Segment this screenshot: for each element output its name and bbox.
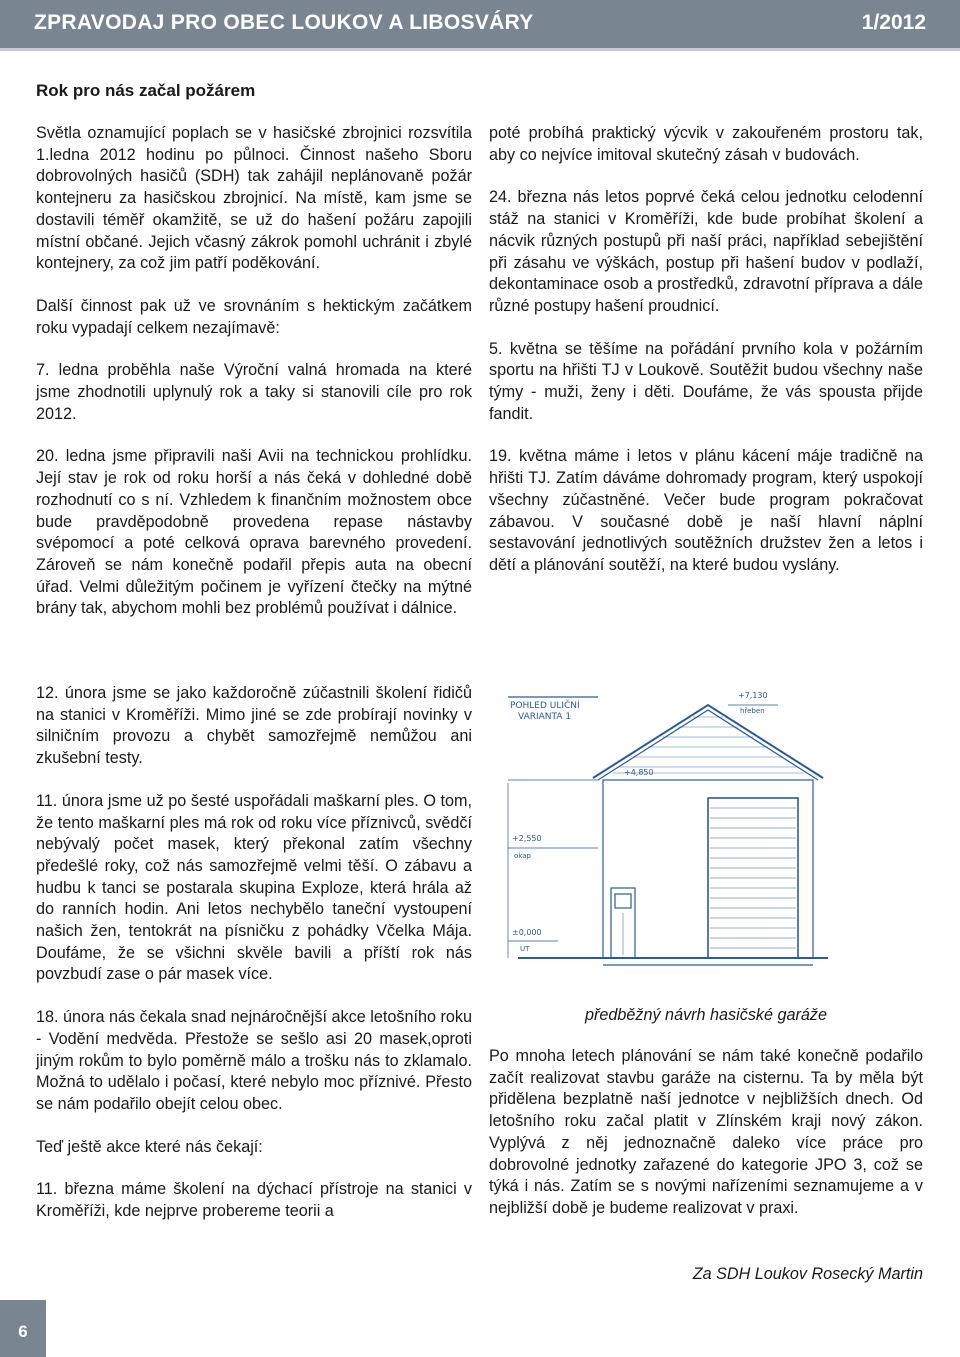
garage-drawing bbox=[498, 683, 923, 1001]
paragraph: 5. května se těšíme na pořádání prvního kola v požárním sportu na hřišti TJ v Loukově. Soutěžit budou všechny naše týmy - muži, ženy i děti. Doufáme, že vás spousta přijde fandit. bbox=[489, 339, 923, 423]
paragraph: 7. ledna proběhla naše Výroční valná hromada na které jsme zhodnotili uplynulý rok a taky si stanovili cíle pro rok 2012. bbox=[36, 361, 472, 423]
paragraph: 12. února jsme se jako každoročně zúčastnili školení řidičů na stanici v Kroměříži. Mimo jiné se zde probírají novinky v silničním provozu a chybět samozřejmě nemůžou ani zkušební testy. bbox=[36, 684, 472, 768]
paragraph: Světla oznamující poplach se v hasičské zbrojnici rozsvítila 1.ledna 2012 hodinu po půlnoci. Činnost našeho Sboru dobrovolných hasičů (SDH) tak zahájil neplánovaně požár kontejneru za hasičskou zbrojnicí. Na místě, kam jsme se dostavili téměř okamžitě, se už do hašení požáru zapojili místní občané. Jejich včasný zákrok pomohl uchránit i zbylé kontejnery, za což jim patří poděkování. bbox=[36, 124, 472, 273]
garage-elevation-svg bbox=[498, 683, 923, 1001]
drawing-label-1: POHLED ULIČNÍ bbox=[510, 701, 580, 711]
dim-zero: ±0,000 bbox=[512, 928, 542, 937]
paragraph: Teď ještě akce které nás čekají: bbox=[36, 1137, 263, 1156]
right-column-lower bbox=[489, 1046, 923, 1220]
right-column bbox=[489, 123, 923, 577]
article-signature: Za SDH Loukov Rosecký Martin bbox=[692, 1265, 923, 1283]
left-column-lower bbox=[36, 683, 472, 1223]
dim-okap: +2,550 bbox=[512, 834, 542, 843]
dim-zero-label: UT bbox=[520, 945, 530, 953]
left-column bbox=[36, 123, 472, 620]
paragraph: 11. února jsme už po šesté uspořádali maškarní ples. O tom, že tento maškarní ples má rok od roku více příznivců, svědčí nebývalý počet masek, který překonal zatím všechny předešlé roky, což nás samozřejmě velmi těší. O zábavu a hudbu k tanci se postarala skupina Exploze, která hrála až do ranních hodin. Ani letos nechybělo taneční vystoupení našich žen, tentokrát na písničku z pohádky Včelka Mája. Doufáme, že se všichni skvěle bavili a příští rok nás povzbudí zase o pár masek více. bbox=[36, 791, 472, 984]
dim-ridge: +7,130 bbox=[738, 691, 768, 700]
dim-eave: +4,850 bbox=[624, 768, 654, 777]
paragraph: 11. března máme školení na dýchací přístroje na stanici v Kroměříži, kde nejprve probereme teorii a bbox=[36, 1180, 472, 1221]
paragraph: 18. února nás čekala snad nejnáročnější akce letošního roku - Vodění medvěda. Přestože se sešlo asi 20 masek,oproti jiným rokům to bylo poměrně málo a trošku nás to zklamalo. Možná to udělalo i počasí, které nebylo moc příznivé. Přesto se nám podařilo obejít celou obec. bbox=[36, 1008, 472, 1113]
article-title: Rok pro nás začal požárem bbox=[36, 81, 256, 100]
page-header bbox=[0, 0, 960, 51]
issue-number: 1/2012 bbox=[861, 11, 926, 34]
figure-caption: předběžný návrh hasičské garáže bbox=[584, 1006, 828, 1024]
newsletter-title: ZPRAVODAJ PRO OBEC LOUKOV A LIBOSVÁRY bbox=[34, 11, 534, 34]
paragraph: poté probíhá praktický výcvik v zakouřeném prostoru tak, aby co nejvíce imitoval skutečný zásah v budovách. bbox=[489, 124, 923, 164]
paragraph: 20. ledna jsme připravili naši Avii na technickou prohlídku. Její stav je rok od roku horší a nás čeká v dohledné době rozhodnutí co s ní. Vzhledem k finančním možnostem obce bude pravděpodobně provedena repase nástavby svépomocí a poté celková oprava barevného provedení. Zároveň se nám konečně podařil přepis auta na obecní úřad. Velmi důležitým počinem je vyřízení čtečky na mýtné brány tak, abychom mohli bez problémů používat i dálnice. bbox=[36, 447, 472, 618]
paragraph: 24. března nás letos poprvé čeká celou jednotku celodenní stáž na stanici v Kroměříži, kde bude probíhat školení a nácvik různých postupů při naší práci, například sebejištění při zásahu ve výškách, postup při hašení budov v podlaží, dekontaminace osob a prostředků, zdravotní příprava a dále různé postupy hašení proudnicí. bbox=[489, 188, 923, 315]
drawing-label-2: VARIANTA 1 bbox=[518, 712, 572, 722]
paragraph: Po mnoha letech plánování se nám také konečně podařilo začít realizovat stavbu garáže na cisternu. Ta by měla být přidělena bezplatně naší jednotce v nejbližších dnech. Od letošního roku začal platit v Zlínském kraji nový zákon. Vyplývá z něj jednoznačně daleko více práce pro dobrovolné jednotky zařazené do kategorie JPO 3, což se týká i nás. Zatím se s novými nařízeními seznamujeme a v nejbližší době je budeme realizovat v praxi. bbox=[489, 1047, 923, 1217]
paragraph: Další činnost pak už ve srovnáním s hektickým začátkem roku vypadají celkem nezajímavě: bbox=[36, 296, 472, 337]
page-number: 6 bbox=[18, 1322, 28, 1341]
dim-okap-label: okap bbox=[514, 852, 531, 860]
paragraph: 19. května máme i letos v plánu kácení máje tradičně na hřišti TJ. Zatím dáváme dohromady program, který uspokojí všechny zúčastněné. Večer bude program pokračovat zábavou. V současné době je naší hlavní náplní sestavování jednotlivých soutěžních družstev žen a letos i dětí a plánování soutěží, na které budou vyslány. bbox=[489, 447, 923, 574]
dim-ridge-label: hřeben bbox=[740, 707, 765, 715]
